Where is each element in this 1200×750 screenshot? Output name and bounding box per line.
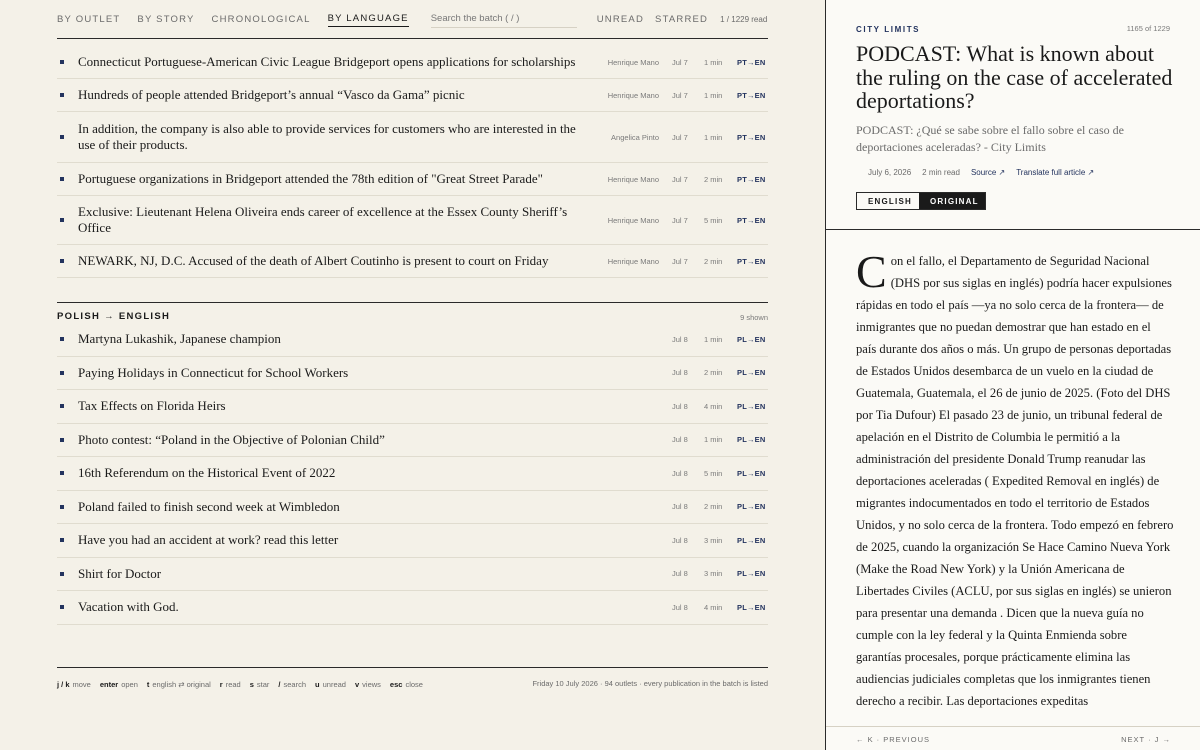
polish-story-list [57,323,768,625]
unread-marker [60,259,64,263]
shortcut-desc: views [362,680,381,689]
story-row[interactable] [57,390,768,424]
story-date: Jul 7 [672,132,688,142]
story-row[interactable] [57,558,768,592]
story-row[interactable] [57,591,768,625]
story-row[interactable] [57,323,768,357]
story-read-time: 2 min [704,256,723,266]
story-title[interactable]: Photo contest: “Poland in the Objective of Polonian Child” [78,431,385,447]
story-read-time: 2 min [704,368,723,378]
story-row[interactable] [57,112,768,163]
shortcut-hint [390,680,423,689]
story-read-time: 2 min [704,174,723,184]
story-read-time: 3 min [704,569,723,579]
shortcut-key: s [249,680,254,689]
shortcut-key: r [219,680,223,689]
story-row[interactable] [57,163,768,196]
article-date: July 6, 2026 [868,168,912,177]
unread-marker [60,218,64,222]
shortcut-key: v [354,680,360,689]
next-button[interactable]: NEXT · J → [1121,735,1171,744]
story-row[interactable] [57,424,768,458]
story-read-time: 1 min [704,334,723,344]
shortcut-hint [315,680,346,689]
story-language: PT→EN [737,132,766,142]
story-title[interactable]: Hundreds of people attended Bridgeport’s annual “Vasco da Gama” picnic [78,87,465,102]
batch-info: Friday 10 July 2026 · 94 outlets · every publication in the batch is listed [532,679,768,688]
article-original-title: PODCAST: ¿Qué se sabe sobre el fallo sobre el caso de deportaciones aceleradas? - City Limits [856,123,1124,154]
story-author: Henrique Mano [607,215,659,225]
story-date: Jul 8 [672,468,688,478]
shortcut-key: u [315,680,320,689]
story-author: Henrique Mano [607,57,659,67]
shortcut-key: esc [389,680,403,689]
drop-cap: C [856,250,887,297]
read-count: 1 / 1229 read [720,14,768,24]
toggle-english[interactable]: ENGLISH [868,197,912,206]
shortcut-desc: open [121,680,138,689]
shortcut-hint [220,680,241,689]
story-date: Jul 8 [672,435,688,445]
story-language: PT→EN [737,256,766,266]
story-language: PL→EN [737,468,766,478]
unread-marker [60,505,64,509]
divider [57,38,768,39]
tab-chronological[interactable]: CHRONOLOGICAL [211,13,311,25]
shortcut-hint [278,680,306,689]
story-language: PT→EN [737,174,766,184]
story-row[interactable] [57,457,768,491]
story-language: PL→EN [737,334,766,344]
story-row[interactable] [57,357,768,391]
article-nav [826,726,1200,750]
story-language: PT→EN [737,215,766,225]
shortcut-key: / [278,680,281,689]
story-language: PL→EN [737,502,766,512]
source-link[interactable]: Source ↗ [970,168,1006,177]
article-meta [868,168,1105,177]
story-read-time: 1 min [704,57,723,67]
story-row[interactable] [57,46,768,79]
story-read-time: 4 min [704,401,723,411]
unread-marker [60,572,64,576]
story-author: Henrique Mano [607,256,659,266]
shortcut-desc: star [256,680,270,689]
shortcut-list [57,680,432,689]
story-row[interactable] [57,524,768,558]
story-title[interactable]: Tax Effects on Florida Heirs [78,398,226,414]
story-title[interactable]: Martyna Lukashik, Japanese champion [78,331,281,347]
story-read-time: 1 min [704,132,723,142]
top-nav [57,0,768,38]
keyboard-help-bar [57,667,768,697]
unread-marker [60,404,64,408]
story-title[interactable]: 16th Referendum on the Historical Event of 2022 [78,465,336,481]
shortcut-hint [57,680,91,689]
shortcut-key: enter [99,680,119,689]
story-language: PL→EN [737,569,766,579]
article-outlet[interactable]: CITY LIMITS [856,25,921,34]
unread-marker [60,471,64,475]
story-read-time: 5 min [704,468,723,478]
search-input[interactable] [431,10,577,28]
story-row[interactable] [57,245,768,278]
story-language: PL→EN [737,535,766,545]
unread-marker [60,371,64,375]
story-date: Jul 7 [672,174,688,184]
story-language: PT→EN [737,90,766,100]
story-read-time: 3 min [704,535,723,545]
story-language: PL→EN [737,602,766,612]
section-count: 9 shown [740,313,768,322]
story-title[interactable]: Paying Holidays in Connecticut for School Workers [78,364,349,380]
article-position: 1165 of 1229 [1126,24,1170,33]
story-date: Jul 8 [672,368,688,378]
story-title[interactable]: Have you had an accident at work? read this letter [78,532,339,548]
shortcut-hint [250,680,270,689]
story-date: Jul 8 [672,602,688,612]
story-read-time: 4 min [704,602,723,612]
portuguese-story-list [57,46,768,278]
unread-marker [60,605,64,609]
story-language: PL→EN [737,368,766,378]
story-row[interactable] [57,491,768,525]
story-date: Jul 7 [672,215,688,225]
story-date: Jul 7 [672,57,688,67]
story-date: Jul 8 [672,535,688,545]
tab-by-story[interactable]: BY STORY [137,13,195,25]
story-author: Henrique Mano [607,174,659,184]
shortcut-key: j / k [57,680,70,689]
shortcut-desc: search [283,680,307,689]
story-row[interactable] [57,79,768,112]
story-row[interactable] [57,196,768,245]
previous-button[interactable]: ← K · PREVIOUS [856,735,931,744]
story-language: PL→EN [737,435,766,445]
language-toggle [856,192,986,210]
article-pane [825,0,1200,750]
shortcut-desc: read [225,680,241,689]
article-body [856,250,1174,726]
story-author: Angelica Pinto [611,132,659,142]
story-read-time: 1 min [704,435,723,445]
tab-by-language[interactable]: BY LANGUAGE [328,11,409,27]
shortcut-hint [100,680,138,689]
shortcut-hint [147,680,211,689]
unread-marker [60,60,64,64]
shortcut-hint [355,680,381,689]
divider [826,229,1200,230]
shortcut-desc: close [405,680,423,689]
filter-starred[interactable]: STARRED [655,13,709,25]
story-title[interactable]: Shirt for Doctor [78,565,162,581]
shortcut-desc: move [72,680,91,689]
story-date: Jul 7 [672,256,688,266]
story-title[interactable]: Poland failed to finish second week at Wimbledon [78,498,340,514]
story-title[interactable]: Exclusive: Lieutenant Helena Oliveira ends career of excellence at the Essex County Sheriff’s Office [78,204,568,235]
shortcut-key: t [146,680,150,689]
tab-by-outlet[interactable]: BY OUTLET [57,13,121,25]
story-title[interactable]: In addition, the company is also able to provide services for customers who are interested in the use of their products. [78,121,576,152]
story-date: Jul 8 [672,502,688,512]
filter-unread[interactable]: UNREAD [596,13,645,25]
translate-link[interactable]: Translate full article ↗ [1016,168,1095,177]
story-title[interactable]: Vacation with God. [78,599,179,615]
shortcut-desc: english ⇄ original [152,680,211,689]
story-title[interactable]: Connecticut Portuguese-American Civic League Bridgeport opens applications for scholarships [78,54,576,69]
unread-marker [60,93,64,97]
unread-marker [60,438,64,442]
unread-marker [60,177,64,181]
unread-marker [60,135,64,139]
story-title[interactable]: NEWARK, NJ, D.C. Accused of the death of Albert Coutinho is present to court on Friday [78,253,549,268]
story-read-time: 1 min [704,90,723,100]
story-read-time: 2 min [704,502,723,512]
story-date: Jul 8 [672,569,688,579]
story-language: PL→EN [737,401,766,411]
unread-marker [60,538,64,542]
article-text: on el fallo, el Departamento de Seguridad Nacional (DHS por sus siglas en inglés) podría hacer expulsiones rápidas en todo el país —ya no solo cerca de la frontera— de inmigrantes que no puedan demostrar que han estado en el país durante dos años o más. Un grupo de personas deportadas de Estados Unidos desembarca de un vuelo en la ciudad de Guatemala, Guatemala, el 26 de junio de 2025. (Foto del DHS por Tia Dufour) El pasado 23 de junio, un tribunal federal de apelación en el Distrito de Columbia le permitió a la administración del presidente Donald Trump reanudar las deportaciones aceleradas ( Expedited Removal en inglés) de migrantes indocumentados en todo el territorio de Estados Unidos, y no solo cerca de la frontera. Todo empezó en febrero de 2025, cuando la organización Se Hace Camino Nueva York (Make the Road New York) y la Unión Americana de Libertades Civiles (ACLU, por sus siglas en inglés) se unieron para presentar una demanda . Dicen que la nueva guía no cumple con la ley federal y la Quinta Enmienda sobre garantías procesales, porque prácticamente elimina las audiencias judiciales completas que los inmigrantes tienen derecho a recibir. Las deportaciones expeditas [856,254,1174,708]
article-read-time: 2 min read [922,168,960,177]
shortcut-desc: unread [322,680,346,689]
toggle-original[interactable]: ORIGINAL [919,193,985,209]
story-read-time: 5 min [704,215,723,225]
section-label: POLISH → ENGLISH [57,311,171,322]
story-title[interactable]: Portuguese organizations in Bridgeport attended the 78th edition of "Great Street Parade" [78,171,543,186]
story-date: Jul 8 [672,401,688,411]
story-date: Jul 7 [672,90,688,100]
article-title: PODCAST: What is known about the ruling on the case of accelerated deportations? [856,41,1173,113]
story-date: Jul 8 [672,334,688,344]
story-author: Henrique Mano [607,90,659,100]
unread-marker [60,337,64,341]
story-language: PT→EN [737,57,766,67]
